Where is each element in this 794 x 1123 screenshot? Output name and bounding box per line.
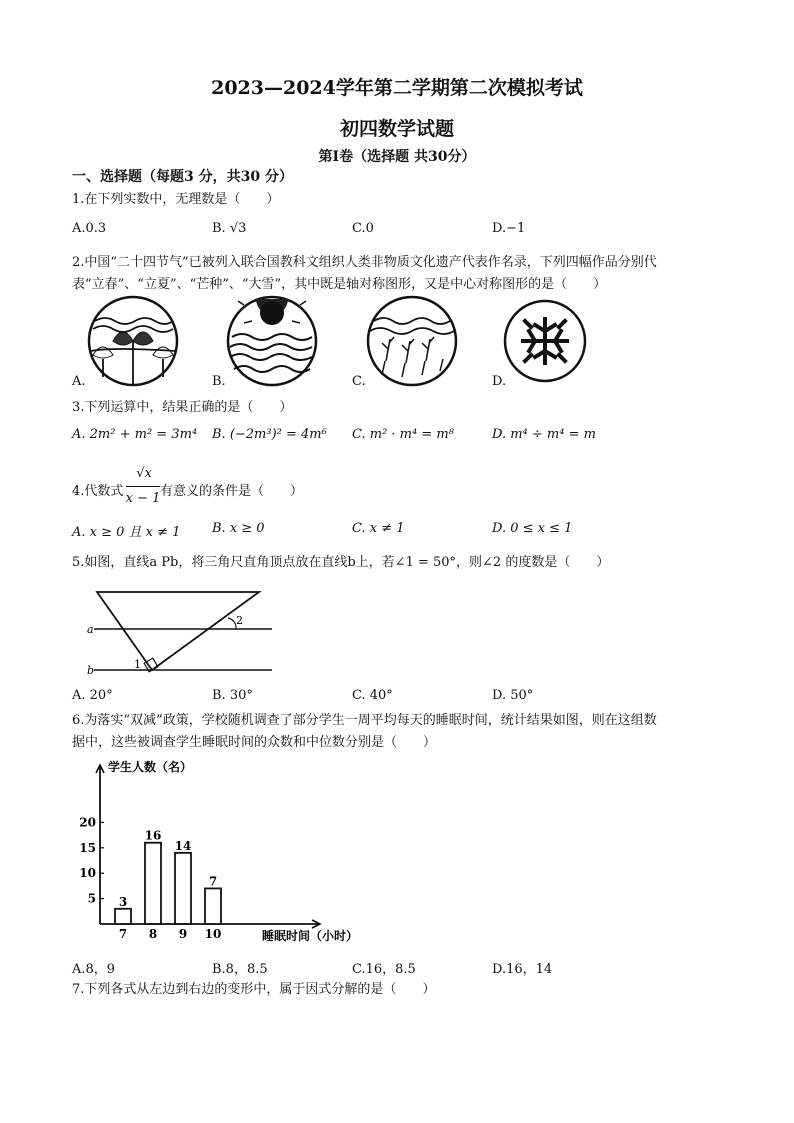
q2-figure-b-summer	[228, 297, 316, 385]
chart-bar	[205, 888, 221, 924]
q2-figures	[0, 296, 794, 386]
q2-stem-line1: 2.中国“二十四节气”已被列入联合国教科文组织人类非物质文化遗产代表作名录，下列四幅作品分别代	[72, 255, 657, 270]
chart-x-tick-label: 7	[118, 927, 128, 941]
q1-option-a: A.0.3	[72, 221, 107, 236]
label-a: a	[87, 623, 94, 636]
q5-stem: 5.如图，直线a Pb，将三角尺直角顶点放在直线b上，若∠1 = 50°，则∠2 的度数是（ ）	[72, 555, 610, 570]
q3-option-b: B. (−2m³)² = 4m⁶	[212, 427, 327, 442]
q7-stem: 7.下列各式从左边到右边的变形中，属于因式分解的是（ ）	[72, 982, 436, 997]
part-title: 第Ⅰ卷（选择题 共30分）	[318, 149, 476, 165]
q6-option-c: C.16，8.5	[352, 962, 416, 977]
chart-x-axis-label: 睡眠时间（小时）	[262, 929, 359, 943]
q6-bar-chart	[80, 757, 380, 952]
q1-option-d: D.−1	[492, 221, 526, 236]
q5-diagram	[82, 586, 282, 686]
q4-option-b: B. x ≥ 0	[212, 521, 265, 536]
chart-bar-value-label: 16	[144, 828, 162, 843]
q5-option-a: A. 20°	[72, 688, 113, 703]
q1-option-c: C.0	[352, 221, 374, 236]
chart-bar	[115, 909, 131, 924]
chart-bar	[175, 853, 191, 924]
q3-option-c: C. m² · m⁴ = m⁸	[352, 427, 454, 442]
chart-y-tick-label: 5	[87, 891, 96, 906]
q6-option-b: B.8，8.5	[212, 962, 268, 977]
q4-fraction-denominator: x − 1	[125, 491, 161, 506]
exam-title: 2023—2024学年第二学期第二次模拟考试	[211, 77, 583, 99]
angle-1-label: 1	[134, 658, 141, 671]
q6-option-a: A.8，9	[72, 962, 116, 977]
chart-bar-value-label: 7	[208, 874, 218, 889]
q1-option-b: B. √3	[212, 221, 247, 236]
chart-bar-value-label: 3	[118, 894, 128, 909]
q2-option-d: D.	[492, 374, 507, 389]
q4-option-d: D. 0 ≤ x ≤ 1	[492, 521, 573, 536]
chart-x-tick-label: 8	[148, 927, 158, 941]
q1-option-b-value: √3	[229, 221, 247, 236]
chart-y-tick-label: 10	[79, 866, 96, 881]
label-b: b	[87, 664, 95, 677]
q3-stem: 3.下列运算中，结果正确的是（ ）	[72, 400, 293, 415]
q6-option-d: D.16，14	[492, 962, 553, 977]
q6-stem-line1: 6.为落实“双减”政策，学校随机调查了部分学生一周平均每天的睡眠时间，统计结果如图，则在这组数	[72, 713, 657, 728]
chart-x-tick-label: 10	[204, 927, 222, 941]
chart-x-tick-label: 9	[178, 927, 188, 941]
q5-option-c: C. 40°	[352, 688, 393, 703]
q2-figure-d-snow	[505, 301, 585, 381]
q4-fraction-numerator: √x	[136, 466, 152, 481]
q2-figure-a-spring	[89, 297, 177, 385]
q5-option-b: B. 30°	[212, 688, 253, 703]
section-heading: 一、选择题（每题3 分，共30 分）	[72, 169, 293, 185]
chart-y-tick-label: 20	[79, 815, 96, 830]
triangle-ruler	[97, 592, 259, 670]
q5-option-d: D. 50°	[492, 688, 534, 703]
q4-fraction-bar	[126, 486, 160, 487]
q6-stem-line2: 据中，这些被调查学生睡眠时间的众数和中位数分别是（ ）	[72, 735, 437, 750]
angle-2-label: 2	[236, 614, 243, 627]
q3-option-d: D. m⁴ ÷ m⁴ = m	[492, 427, 596, 442]
q4-option-a: A. x ≥ 0 且 x ≠ 1	[72, 525, 181, 540]
q2-option-b: B.	[212, 374, 226, 389]
q2-figure-c-grain	[368, 297, 456, 385]
chart-y-axis-label: 学生人数（名）	[108, 760, 193, 774]
q4-option-c: C. x ≠ 1	[352, 521, 405, 536]
chart-bar	[145, 843, 161, 924]
q3-option-a: A. 2m² + m² = 3m⁴	[72, 427, 198, 442]
q2-stem-line2: 表“立春”、“立夏”、“芒种”、“大雪”，其中既是轴对称图形，又是中心对称图形的是（ ）	[72, 277, 607, 292]
q4-prefix: 4.代数式	[72, 484, 124, 499]
q2-option-a: A.	[72, 374, 86, 389]
chart-y-tick-label: 15	[79, 840, 96, 855]
chart-bar-value-label: 14	[174, 838, 192, 853]
q2-option-c: C.	[352, 374, 366, 389]
q4-suffix: 有意义的条件是（ ）	[160, 484, 304, 499]
q1-stem: 1.在下列实数中，无理数是（ ）	[72, 192, 280, 207]
exam-subtitle: 初四数学试题	[339, 118, 454, 140]
